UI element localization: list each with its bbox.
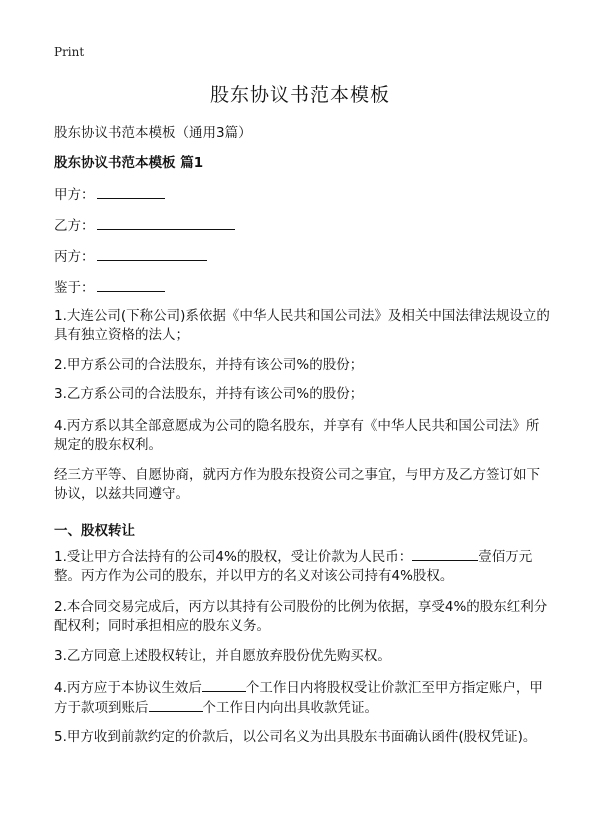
party-a-blank xyxy=(97,184,165,199)
party-b-field xyxy=(54,214,235,234)
section-heading: 股东协议书范本模板 篇1 xyxy=(54,155,204,171)
clause-2: 2.本合同交易完成后，丙方以其持有公司股份的比例为依据，享受4%的股东红利分配权利；同时承担相应的股东义务。 xyxy=(54,599,548,634)
recital-3: 3.乙方系公司的合法股东，并持有该公司%的股份； xyxy=(54,386,364,402)
print-link[interactable]: Print xyxy=(54,45,85,59)
clause-1 xyxy=(54,547,550,586)
party-a-field xyxy=(54,183,165,203)
party-b-label: 乙方： xyxy=(54,218,95,234)
clause-4-blank-2 xyxy=(149,698,203,712)
party-b-blank xyxy=(97,215,235,230)
whereas-field xyxy=(54,276,165,296)
whereas-blank xyxy=(97,277,165,292)
party-c-blank xyxy=(97,246,207,261)
clause-4-text-a: 4.丙方应于本协议生效后 xyxy=(54,680,202,696)
whereas-label: 鉴于： xyxy=(54,280,95,296)
clause-1-text-b: 壹佰万元整。丙方作为公司的股东，并以甲方的名义对该公司持有4%股权。 xyxy=(54,549,533,584)
clause-4-blank-1 xyxy=(202,678,246,692)
clause-3: 3.乙方同意上述股权转让，并自愿放弃股份优先购买权。 xyxy=(54,648,391,664)
clause-4 xyxy=(54,678,550,718)
party-c-label: 丙方： xyxy=(54,249,95,265)
document-subtitle: 股东协议书范本模板（通用3篇） xyxy=(54,125,252,141)
clause-5: 5.甲方收到前款约定的价款后，以公司名义为出具股东书面确认函件(股权凭证)。 xyxy=(54,729,537,745)
recital-agreement: 经三方平等、自愿协商，就丙方作为股东投资公司之事宜，与甲方及乙方签订如下协议，以兹共同遵守。 xyxy=(54,467,540,502)
party-a-label: 甲方： xyxy=(54,187,95,203)
recital-1: 1.大连公司(下称公司)系依据《中华人民共和国公司法》及相关中国法律法规设立的具有独立资格的法人； xyxy=(54,308,550,343)
party-c-field xyxy=(54,245,207,265)
clause-4-text-b: 个工作日内将股权受让价款汇至甲方指定账户，甲方于款项到账后 xyxy=(54,680,543,716)
clause-1-blank xyxy=(412,547,478,561)
recital-4: 4.丙方系以其全部意愿成为公司的隐名股东，并享有《中华人民共和国公司法》所规定的股东权利。 xyxy=(54,418,540,453)
clause-1-text-a: 1.受让甲方合法持有的公司4%的股权，受让价款为人民币： xyxy=(54,549,413,565)
chapter-title: 一、股权转让 xyxy=(54,523,135,539)
document-title: 股东协议书范本模板 xyxy=(209,84,390,106)
clause-4-text-c: 个工作日内向出具收款凭证。 xyxy=(202,700,378,716)
recital-2: 2.甲方系公司的合法股东，并持有该公司%的股份； xyxy=(54,357,364,373)
